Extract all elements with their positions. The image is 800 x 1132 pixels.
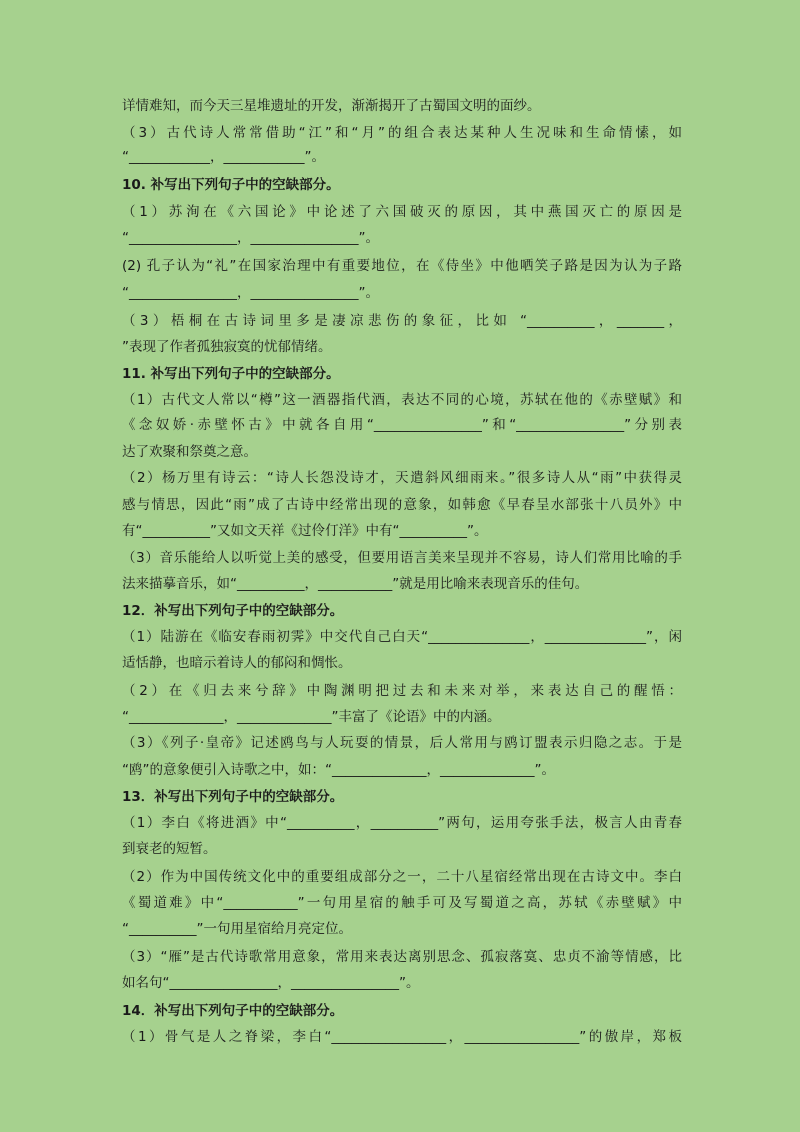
- text-line: （1）苏洵在《六国论》中论述了六国破灭的原因，其中燕国灭亡的原因是: [122, 204, 682, 220]
- text-line: （1）李白《将进酒》中“__________，__________”两句，运用夸张手法，极言人由青春: [122, 815, 682, 831]
- text-line: 《蜀道难》中“___________”一句用星宿的触手可及写蜀道之高，苏轼《赤壁赋》中: [122, 895, 682, 911]
- text-line: （3）“雁”是古代诗歌常用意象，常用来表达离别思念、孤寂落寞、忠贞不渝等情感，比: [122, 949, 682, 965]
- text-line: “________________，________________”。: [122, 285, 379, 301]
- text-line: 有“__________”又如文天祥《过伶仃洋》中有“__________”。: [122, 523, 488, 539]
- text-line: 到衰老的短暂。: [122, 841, 217, 857]
- text-line: （1）陆游在《临安春雨初霁》中交代自己白天“_______________，_______________”，闲: [122, 629, 682, 645]
- text-line: “______________，______________”丰富了《论语》中的内涵。: [122, 709, 501, 725]
- text-line: “________________，________________”。: [122, 230, 379, 246]
- text-line: (2) 孔子认为“礼”在国家治理中有重要地位，在《侍坐》中他哂笑子路是因为认为子路: [122, 258, 682, 274]
- question-heading: 13．补写出下列句子中的空缺部分。: [122, 789, 344, 805]
- text-line: （3）古代诗人常常借助“江”和“月”的组合表达某种人生况味和生命情愫，如: [122, 125, 682, 141]
- question-heading: 11. 补写出下列句子中的空缺部分。: [122, 366, 340, 382]
- text-line: 达了欢聚和祭奠之意。: [122, 444, 257, 460]
- text-line: ”表现了作者孤独寂寞的忧郁情绪。: [122, 339, 332, 355]
- text-line: 详情难知，而今天三星堆遗址的开发，渐渐揭开了古蜀国文明的面纱。: [122, 98, 541, 114]
- question-heading: 10. 补写出下列句子中的空缺部分。: [122, 177, 340, 193]
- question-heading: 14．补写出下列句子中的空缺部分。: [122, 1003, 344, 1019]
- text-line: “鸥”的意象便引入诗歌之中，如：“______________，______________”。: [122, 762, 555, 778]
- text-line: （1）古代文人常以“樽”这一酒器指代酒，表达不同的心境，苏轼在他的《赤壁赋》和: [122, 392, 682, 408]
- text-line: （2）在《归去来兮辞》中陶渊明把过去和未来对举，来表达自己的醒悟：: [122, 683, 682, 699]
- text-line: （2）作为中国传统文化中的重要组成部分之一，二十八星宿经常出现在古诗文中。李白: [122, 869, 682, 885]
- text-line: （3）梧桐在古诗词里多是凄凉悲伤的象征，比如 “__________，_______，: [122, 313, 682, 329]
- text-line: 感与情思，因此“雨”成了古诗中经常出现的意象，如韩愈《早春呈水部张十八员外》中: [122, 497, 682, 513]
- text-line: （3）音乐能给人以听觉上美的感受，但要用语言美来呈现并不容易，诗人们常用比喻的手: [122, 550, 682, 566]
- text-line: “____________，____________”。: [122, 149, 325, 165]
- text-line: 如名句“________________，________________”。: [122, 975, 420, 991]
- text-line: 适恬静，也暗示着诗人的郁闷和惆怅。: [122, 655, 352, 671]
- text-line: 《念奴娇·赤壁怀古》中就各自用“________________”和“________________”分别表: [122, 417, 682, 433]
- question-heading: 12．补写出下列句子中的空缺部分。: [122, 603, 344, 619]
- text-line: “__________”一句用星宿给月亮定位。: [122, 921, 352, 937]
- text-line: （3）《列子·皇帝》记述鸥鸟与人玩耍的情景，后人常用与鸥订盟表示归隐之志。于是: [122, 735, 682, 751]
- text-line: （1）骨气是人之脊梁，李白“_________________，_________________”的傲岸，郑板: [122, 1029, 682, 1045]
- text-line: 法来描摹音乐，如“__________，___________”就是用比喻来表现音乐的佳句。: [122, 576, 589, 592]
- text-line: （2）杨万里有诗云：“诗人长怨没诗才，天遣斜风细雨来。”很多诗人从“雨”中获得灵: [122, 470, 682, 486]
